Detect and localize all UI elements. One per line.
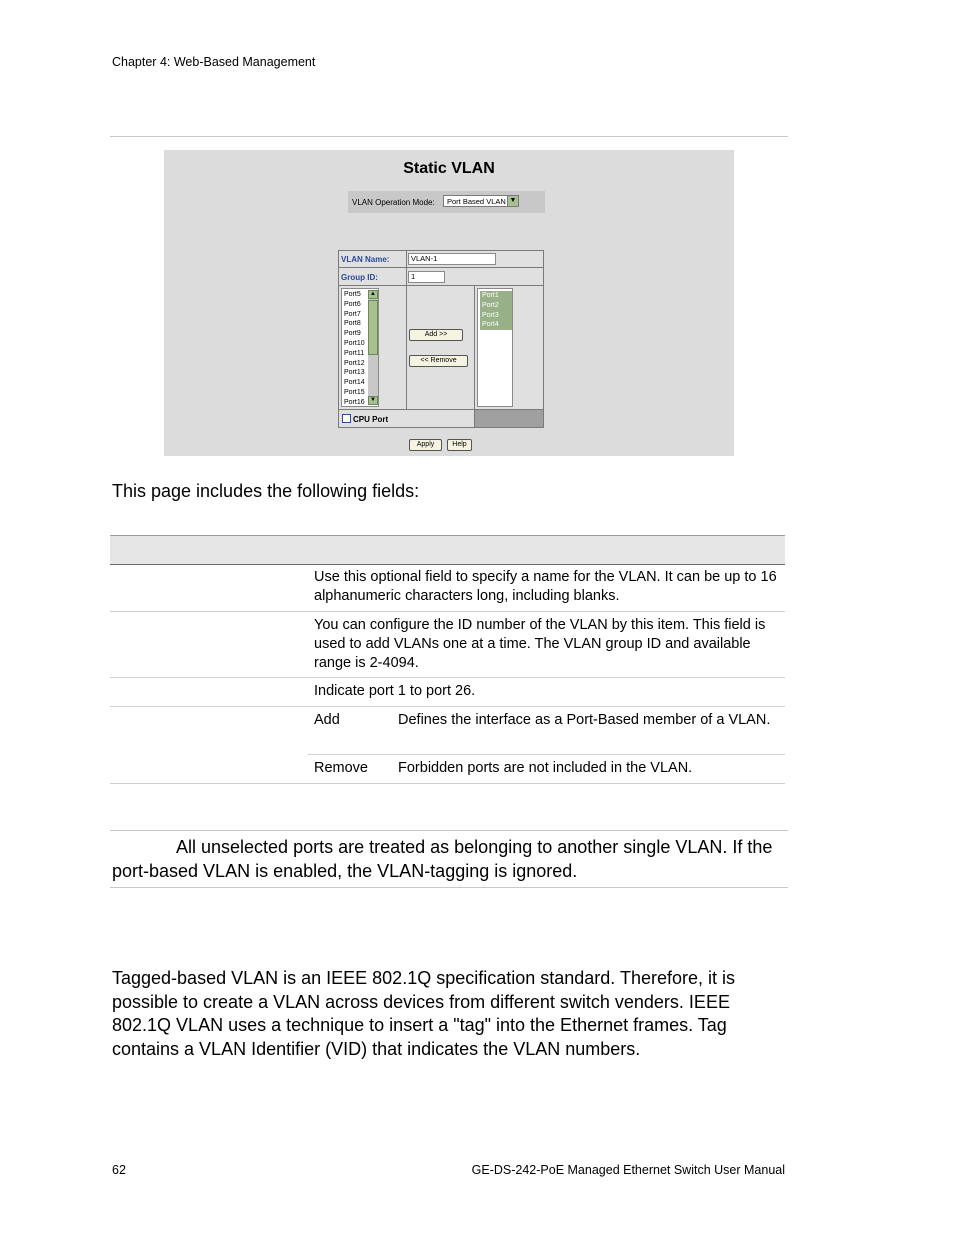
group-id-input[interactable]: 1: [408, 271, 445, 283]
port-option[interactable]: Port5: [344, 291, 361, 298]
available-ports-list[interactable]: [341, 288, 379, 407]
page-number: 62: [112, 1163, 126, 1177]
form-divider: [339, 267, 543, 268]
member-ports: [480, 291, 512, 330]
operation-mode-bar: [348, 191, 545, 213]
ports-scrollbar[interactable]: [368, 290, 378, 405]
port-option[interactable]: Port15: [344, 388, 365, 396]
option-remove: Remove: [314, 760, 368, 776]
table-row-description: Use this optional field to specify a name for the VLAN. It can be up to 16 alphanumeric characters long, including blanks.: [314, 569, 777, 604]
vlan-form: [338, 250, 544, 428]
port-option[interactable]: Port8: [344, 320, 361, 328]
group-id-label: Group ID:: [341, 273, 378, 282]
chapter-header: Chapter 4: Web-Based Management: [112, 55, 316, 69]
option-add-description: Defines the interface as a Port-Based member of a VLAN.: [398, 712, 771, 728]
table-bottom-rule: [110, 783, 785, 784]
screenshot-title: Static VLAN: [403, 160, 495, 177]
vlan-name-input[interactable]: VLAN-1: [408, 253, 496, 265]
port-option[interactable]: Port11: [344, 349, 365, 357]
form-divider: [339, 285, 543, 286]
port-option[interactable]: Port2: [482, 301, 499, 309]
operation-mode-value: Port Based VLAN: [447, 197, 506, 206]
remove-button[interactable]: << Remove: [409, 355, 468, 367]
table-row-divider: [110, 706, 785, 707]
port-option[interactable]: Port13: [344, 369, 365, 377]
port-option[interactable]: Port16: [344, 398, 365, 406]
port-option[interactable]: Port3: [482, 311, 499, 319]
port-option[interactable]: Port6: [344, 300, 361, 308]
port-option[interactable]: Port9: [344, 330, 361, 338]
port-option[interactable]: Port1: [482, 292, 499, 299]
note-bottom-rule: [110, 887, 788, 888]
operation-mode-label: VLAN Operation Mode:: [352, 198, 435, 207]
operation-mode-select[interactable]: [443, 195, 519, 207]
port-option[interactable]: Port14: [344, 379, 365, 387]
scroll-up-icon[interactable]: ▲: [368, 290, 378, 299]
port-option[interactable]: Port7: [344, 310, 361, 318]
port-option[interactable]: Port10: [344, 339, 365, 347]
table-row-description: Indicate port 1 to port 26.: [314, 683, 476, 699]
manual-title: GE-DS-242-PoE Managed Ethernet Switch User Manual: [471, 1163, 785, 1177]
form-filler: [475, 410, 543, 427]
vlan-name-label: VLAN Name:: [341, 255, 390, 264]
table-row-description: You can configure the ID number of the VLAN by this item. This field is used to add VLANs one at a time. The VLAN group ID and available range is 2-4094.: [314, 617, 766, 671]
tagged-vlan-paragraph: Tagged-based VLAN is an IEEE 802.1Q specification standard. Therefore, it is possible to create a VLAN across devices from different switch venders. IEEE 802.1Q VLAN uses a technique to insert a "tag" into the Ethernet frames. Tag contains a VLAN Identifier (VID) that indicates the VLAN numbers.: [112, 968, 736, 1059]
scroll-down-icon[interactable]: ▼: [368, 396, 378, 405]
port-option[interactable]: Port12: [344, 359, 365, 367]
form-divider: [406, 251, 407, 409]
table-row-divider: [110, 677, 785, 678]
option-remove-description: Forbidden ports are not included in the VLAN.: [398, 760, 693, 776]
cpu-port-label: CPU Port: [353, 415, 389, 424]
help-button[interactable]: Help: [447, 439, 472, 451]
table-subrow-divider: [308, 754, 785, 755]
form-divider: [474, 285, 475, 427]
note-text: All unselected ports are treated as belonging to another single VLAN. If the port-based VLAN is enabled, the VLAN-tagging is ignored.: [112, 837, 773, 881]
header-rule: [110, 136, 788, 137]
checkbox-icon[interactable]: [342, 414, 351, 423]
table-header: [110, 535, 785, 565]
table-row-divider: [110, 611, 785, 612]
add-button[interactable]: Add >>: [409, 329, 463, 341]
available-ports: [344, 290, 365, 408]
static-vlan-screenshot: [164, 150, 734, 456]
note-box: [112, 836, 788, 883]
chevron-down-icon[interactable]: ▼: [507, 195, 519, 207]
note-top-rule: [110, 830, 788, 831]
apply-button[interactable]: Apply: [409, 439, 442, 451]
intro-text: This page includes the following fields:: [112, 481, 420, 501]
port-option[interactable]: Port4: [482, 321, 499, 329]
scroll-thumb[interactable]: [368, 300, 378, 355]
cpu-port-checkbox[interactable]: [342, 414, 388, 424]
option-add: Add: [314, 712, 340, 728]
member-ports-list[interactable]: [477, 288, 513, 407]
